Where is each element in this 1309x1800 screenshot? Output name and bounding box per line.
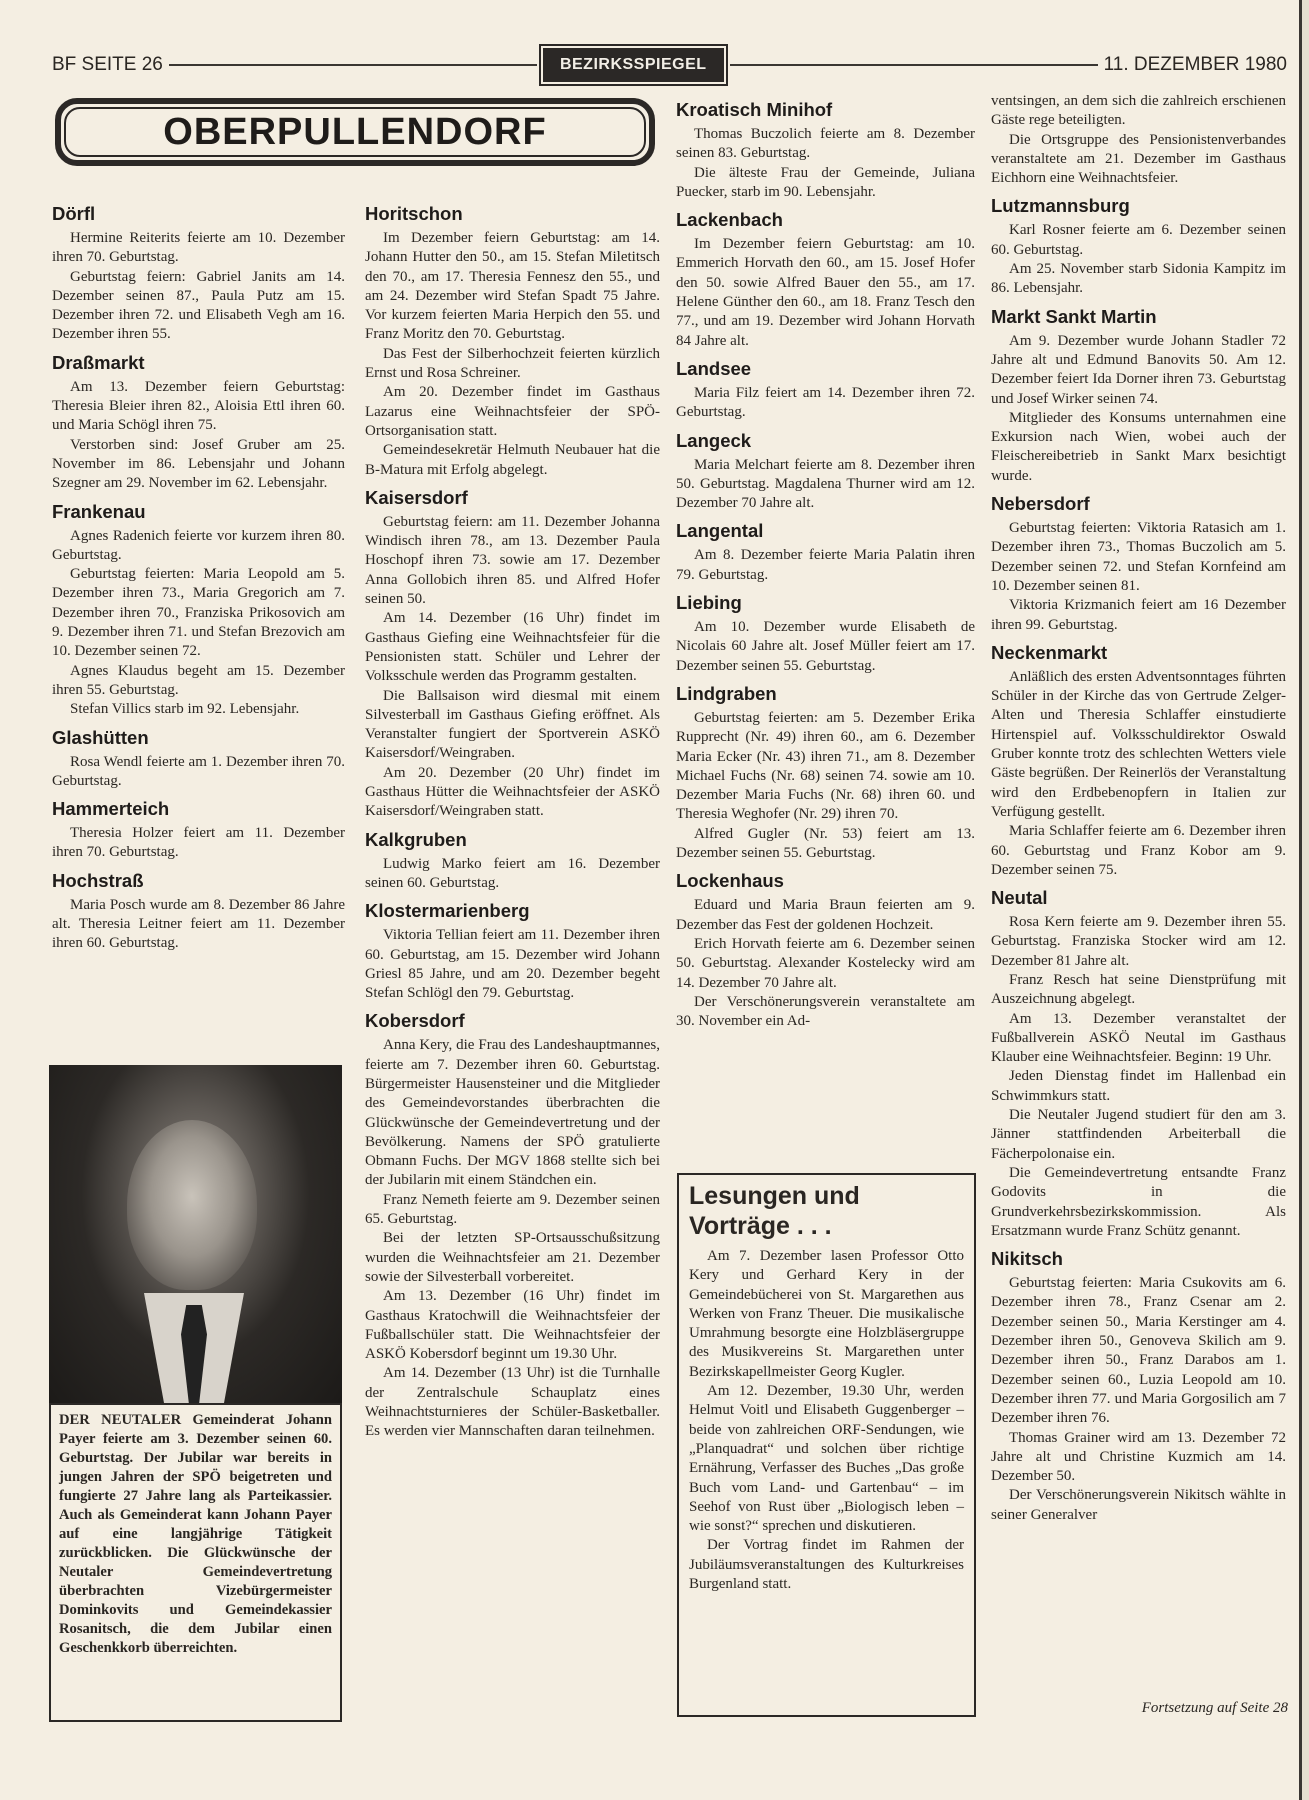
paragraph: Agnes Radenich feierte vor kurzem ihren 80. Geburtstag. [52, 527, 345, 563]
article-section [676, 430, 975, 514]
paragraph: Geburtstag feiern: Gabriel Janits am 14. Dezember seinen 87., Paula Putz am 15. Dezember ihren 72. und Elisabeth Vegh am 16. Dezember ihren 55. [52, 268, 345, 343]
photo-face [127, 1120, 257, 1290]
paragraph: Am 13. Dezember (16 Uhr) findet im Gasthaus Kratochwill die Weihnachtsfeier der Fußballschüler statt. Die Weihnachtsfeier der ASKÖ Kobersdorf beginnt um 19.30 Uhr. [365, 1288, 660, 1363]
paragraph: Die Gemeindevertretung entsandte Franz Godovits in die Grundverkehrsbezirkskommission. Als Ersatzmann wurde Franz Schütz genannt. [991, 1164, 1286, 1239]
paragraph: Maria Melchart feierte am 8. Dezember ihren 50. Geburtstag. Magdalena Thurner wird am 12. Dezember 70 Jahre alt. [676, 456, 975, 512]
paragraph: Am 14. Dezember (16 Uhr) findet im Gasthaus Giefing eine Weihnachtsfeier für die Pensionisten statt. Schüler und Lehrer der Volksschule werden das Programm gestalten. [365, 610, 660, 685]
paragraph: Am 8. Dezember feierte Maria Palatin ihren 79. Geburtstag. [676, 547, 975, 583]
article-section [991, 1248, 1286, 1525]
article-section [365, 203, 660, 480]
article-section [365, 487, 660, 822]
paragraph: Am 13. Dezember veranstaltet der Fußballverein ASKÖ Neutal im Gasthaus Klauber eine Weihnachtsfeier. Beginn: 19 Uhr. [991, 1010, 1286, 1066]
section-heading: Neutal [991, 887, 1048, 909]
paragraph: Erich Horvath feierte am 6. Dezember seinen 50. Geburtstag. Alexander Kostelecky wird am 14. Dezember 70 Jahre alt. [676, 935, 975, 991]
section-heading: Klostermarienberg [365, 900, 530, 922]
paragraph: Agnes Klaudus begeht am 15. Dezember ihren 55. Geburtstag. [52, 662, 345, 698]
paragraph: Hermine Reiterits feierte am 10. Dezember ihren 70. Geburtstag. [52, 230, 345, 266]
article-section [365, 829, 660, 894]
column-2 [365, 196, 660, 1442]
portrait-photo [49, 1065, 342, 1403]
section-heading: Horitschon [365, 203, 463, 224]
article-section [676, 209, 975, 351]
paragraph: Am 10. Dezember wurde Elisabeth de Nicolais 60 Jahre alt. Josef Müller feiert am 17. Dezember seinen 55. Geburtstag. [676, 619, 975, 674]
section-heading: Kroatisch Minihof [676, 99, 833, 120]
section-heading: Lindgraben [676, 682, 777, 704]
paragraph: Thomas Buczolich feierte am 8. Dezember seinen 83. Geburtstag. [676, 126, 975, 162]
header-rule [169, 64, 537, 66]
paragraph: Karl Rosner feierte am 6. Dezember seinen 60. Geburtstag. [991, 222, 1286, 258]
lectures-box-title: Lesungen und Vorträge . . . [689, 1182, 860, 1240]
continuation-note: Fortsetzung auf Seite 28 [1141, 1700, 1288, 1716]
paragraph: Franz Resch hat seine Dienstprüfung mit Auszeichnung abgelegt. [991, 971, 1286, 1008]
column-4 [991, 92, 1286, 1525]
article-section [991, 642, 1286, 880]
article-section [52, 798, 345, 863]
section-heading: Hammerteich [52, 798, 170, 820]
paragraph: Geburtstag feiern: am 11. Dezember Johanna Windisch ihren 78., am 13. Dezember Paula Hoschopf ihren 73. sowie am 17. Dezember Anna Gollobich ihren 85. und Alfred Hofer seinen 50. [365, 513, 660, 608]
paragraph: Die Ballsaison wird diesmal mit einem Silvesterball im Gasthaus Giefing eröffnet. Als Veranstalter fungiert der Sportverein ASKÖ Kaisersdorf/Weingraben. [365, 687, 660, 762]
section-heading: Lackenbach [676, 209, 783, 231]
article-section [676, 99, 975, 202]
section-heading: Frankenau [52, 500, 146, 522]
section-heading: Nikitsch [991, 1248, 1063, 1270]
paragraph: Am 9. Dezember wurde Johann Stadler 72 Jahre alt und Edmund Banovits 50. Am 12. Dezember feiert Ida Dorner ihren 73. Geburtstag und Josef Wirker seinen 74. [991, 332, 1286, 407]
page-edge [1293, 0, 1309, 1800]
section-heading: Draßmarkt [52, 351, 145, 373]
section-heading: Neckenmarkt [991, 641, 1108, 663]
paragraph: Im Dezember feiern Geburtstag: am 14. Johann Hutter den 50., am 15. Stefan Miletitsch den 70., am 17. Theresia Fennesz den 55., und am 24. Dezember wird Stefan Spadt 75 Jahre. Vor kurzem feierten Maria Herpich den 55. und Franz Moritz den 70. Geburtstag. [365, 230, 660, 343]
paragraph: Mitglieder des Konsums unternahmen eine Exkursion nach Wien, wobei auch der Fleischereibetrieb in Sankt Marx besichtigt wurde. [991, 409, 1286, 484]
paragraph: Bei der letzten SP-Ortsausschußsitzung wurden die Weihnachtsfeier am 21. Dezember sowie der Silvesterball vorbereitet. [365, 1230, 660, 1285]
paragraph: Geburtstag feierten: Maria Csukovits am 6. Dezember ihren 78., Franz Csenar am 2. Dezember seinen 50., Maria Kerstinger am 4. Dezember ihren 50., Genoveva Skilich am 9. Dezember ihren 50., Franz Darabos am 1. Dezember seinen 60., Luzia Leopold am 10. Dezember ihren 77. und Maria Gorgosilich am 7 Dezember ihren 76. [991, 1275, 1286, 1427]
article-section [365, 1010, 660, 1441]
article-section [365, 900, 660, 1003]
section-heading: Kobersdorf [365, 1010, 465, 1032]
section-heading: Markt Sankt Martin [991, 305, 1157, 327]
column-3 [676, 92, 975, 1031]
paragraph: Franz Nemeth feierte am 9. Dezember seinen 65. Geburtstag. [365, 1191, 660, 1228]
section-heading: Nebersdorf [991, 493, 1090, 515]
section-heading: Glashütten [52, 726, 149, 748]
district-title: OBERPULLENDORF [163, 110, 547, 153]
section-heading: Langeck [676, 429, 752, 451]
article-section [991, 306, 1286, 486]
header-rule [730, 64, 1098, 66]
paragraph: Am 25. November starb Sidonia Kampitz im 86. Lebensjahr. [991, 261, 1286, 297]
section-heading: Kaisersdorf [365, 486, 468, 508]
paragraph: Die Neutaler Jugend studiert für den am 3. Jänner stattfindenden Arbeiterball die Fächerpolonaise ein. [991, 1107, 1286, 1162]
page-number: BF SEITE 26 [52, 54, 163, 75]
section-heading: Liebing [676, 592, 742, 614]
paragraph: Verstorben sind: Josef Gruber am 25. November im 86. Lebensjahr und Johann Szegner am 29. November im 62. Lebensjahr. [52, 436, 345, 492]
section-heading: Landsee [676, 357, 752, 379]
page-header [52, 50, 1287, 80]
article-section [991, 92, 1286, 188]
article-section [52, 203, 345, 345]
article-section [676, 358, 975, 423]
paragraph: Alfred Gugler (Nr. 53) feiert am 13. Dezember seinen 55. Geburtstag. [676, 825, 975, 862]
paragraph: Am 13. Dezember feiern Geburtstag: Theresia Bleier ihren 82., Aloisia Ettl ihren 60. und Maria Schögl ihren 75. [52, 378, 345, 434]
paragraph: Maria Posch wurde am 8. Dezember 86 Jahre alt. Theresia Leitner feiert am 11. Dezember ihren 60. Geburtstag. [52, 896, 345, 952]
district-title-box [55, 98, 655, 166]
paragraph: Im Dezember feiern Geburtstag: am 10. Emmerich Horvath den 60., am 15. Josef Hofer den 50. sowie Alfred Bauer den 55., am 17. Helene Günther den 60., am 18. Franz Tesch den 77., und am 19. Dezember wird Johann Horvath 84 Jahre alt. [676, 236, 975, 349]
paragraph: Ludwig Marko feiert am 16. Dezember seinen 60. Geburtstag. [365, 855, 660, 891]
paragraph: Jeden Dienstag findet im Hallenbad ein Schwimmkurs statt. [991, 1068, 1286, 1104]
paragraph: Am 20. Dezember (20 Uhr) findet im Gasthaus Hütter die Weihnachtsfeier der ASKÖ Kaisersdorf/Weingraben statt. [365, 764, 660, 820]
paragraph: Maria Filz feiert am 14. Dezember ihren 72. Geburtstag. [676, 384, 975, 421]
paragraph: Die Ortsgruppe des Pensionistenverbandes veranstaltete am 21. Dezember im Gasthaus Eichhorn eine Weihnachtsfeier. [991, 131, 1286, 187]
article-section [991, 195, 1286, 298]
paragraph: Der Verschönerungsverein Nikitsch wählte in seiner Generalver [991, 1487, 1286, 1523]
section-heading: Dörfl [52, 203, 96, 224]
paragraph: Anläßlich des ersten Adventsonntages führten Schüler in der Kirche das von Gertrude Zelger-Alten und Theresia Schlaffer einstudierte Hirtenspiel auf. Volksschuldirektor Oswald Gruber konnte trotz des schlechten Wetters viele Gäste begrüßen. Der Reinerlös der Veranstaltung wird den Erdbebenopfern in Italien zur Verfügung gestellt. [991, 668, 1286, 820]
section-heading: Langental [676, 520, 764, 542]
section-heading: Kalkgruben [365, 828, 467, 850]
paragraph: Stefan Villics starb im 92. Lebensjahr. [70, 701, 300, 718]
section-heading: Lockenhaus [676, 870, 784, 892]
paragraph: Der Verschönerungsverein veranstaltete am 30. November ein Ad- [676, 993, 975, 1030]
paragraph: Die älteste Frau der Gemeinde, Juliana Puecker, starb im 90. Lebensjahr. [676, 164, 975, 200]
column-1 [52, 196, 345, 954]
article-section [676, 520, 975, 585]
paragraph: Geburtstag feierten: am 5. Dezember Erika Rupprecht (Nr. 49) ihren 60., am 6. Dezember Maria Ecker (Nr. 43) ihren 71., am 8. Dezember Michael Fuchs (Nr. 68) seinen 74. sowie am 10. Dezember Maria Fuchs (Nr. 68) ihren 60. und Theresia Weghofer (Nr. 29) ihren 70. [676, 709, 975, 823]
paragraph: Der Vortrag findet im Rahmen der Jubiläumsveranstaltungen des Kulturkreises Burgenland statt. [689, 1537, 964, 1593]
paragraph: Am 7. Dezember lasen Professor Otto Kery und Gerhard Kery in der Gemeindebücherei von St. Margarethen aus Werken von Franz Theuer. Die musikalische Umrahmung besorgte eine Holzbläsergruppe des Musikvereins St. Margarethen unter Bezirkskapellmeister Georg Kugler. [689, 1248, 964, 1380]
section-heading: Hochstraß [52, 869, 144, 891]
article-section [991, 493, 1286, 635]
paragraph: Am 20. Dezember findet im Gasthaus Lazarus eine Weihnachtsfeier der SPÖ-Ortsorganisation statt. [365, 384, 660, 439]
paragraph: Viktoria Krizmanich feiert am 16 Dezember ihren 99. Geburtstag. [991, 597, 1286, 633]
paragraph: Maria Schlaffer feierte am 6. Dezember ihren 60. Geburtstag und Franz Kobor am 9. Dezember seinen 75. [991, 823, 1286, 878]
paragraph: Geburtstag feierten: Viktoria Ratasich am 1. Dezember ihren 73., Thomas Buczolich am 5. Dezember seinen 72. und Stefan Kornfeind am 10. Dezember seinen 81. [991, 520, 1286, 594]
article-section [676, 683, 975, 863]
paragraph: Viktoria Tellian feiert am 11. Dezember ihren 60. Geburtstag, am 15. Dezember wird Johann Griesl 85 Jahre, und am 20. Dezember begeht Stefan Schlögl den 79. Geburtstag. [365, 927, 660, 1002]
paragraph: Rosa Kern feierte am 9. Dezember ihren 55. Geburtstag. Franziska Stocker wird am 12. Dezember 81 Jahre alt. [991, 914, 1286, 969]
article-section [991, 887, 1286, 1241]
section-heading: Lutzmannsburg [991, 195, 1130, 217]
issue-date: 11. DEZEMBER 1980 [1103, 54, 1288, 75]
photo-caption: DER NEUTALER Gemeinderat Johann Payer feierte am 3. Dezember seinen 60. Geburtstag. Der Jubilar war bereits in jungen Jahren der SPÖ beigetreten und fungierte 27 Jahre lang als Parteikassier. Auch als Gemeinderat kann Johann Payer auf eine langjährige Tätigkeit zurückblicken. Die Glückwünsche der Neutaler Gemeindevertretung überbrachten Vizebürgermeister Dominkovits und Gemeindekassier Rosanitsch, die dem Jubilar einen Geschenkkorb überreichten. [49, 1403, 342, 1722]
article-section [676, 870, 975, 1031]
paragraph: Eduard und Maria Braun feierten am 9. Dezember das Fest der goldenen Hochzeit. [676, 897, 975, 933]
paragraph: Am 14. Dezember (13 Uhr) ist die Turnhalle der Zentralschule Schauplatz eines Weihnachtsturnieres der Schüler-Basketballer. Es werden vier Mannschaften daran teilnehmen. [365, 1365, 660, 1440]
title-box-inner-border [64, 107, 646, 157]
paragraph: Geburtstag feierten: Maria Leopold am 5. Dezember ihren 73., Maria Gregorich am 7. Dezember ihren 70., Franziska Prikosovich am 9. Dezember ihren 71. und Stefan Brezovich am 10. Dezember seinen 72. [52, 566, 345, 660]
paragraph: Thomas Grainer wird am 13. Dezember 72 Jahre alt und Christine Kuzmich am 14. Dezember 50. [991, 1429, 1286, 1485]
article-section [52, 501, 345, 720]
article-section [52, 727, 345, 792]
paragraph: Rosa Wendl feierte am 1. Dezember ihren 70. Geburtstag. [52, 753, 345, 789]
lectures-box [677, 1173, 976, 1717]
article-section [676, 592, 975, 676]
paragraph: Gemeindesekretär Helmuth Neubauer hat die B-Matura mit Erfolg abgelegt. [365, 442, 660, 478]
paragraph: Theresia Holzer feiert am 11. Dezember ihren 70. Geburtstag. [52, 825, 345, 861]
paragraph: Anna Kery, die Frau des Landeshauptmannes, feierte am 7. Dezember ihren 60. Geburtstag. Bürgermeister Hausensteiner und die Mitglieder des Gemeindevorstandes überbrachten die Glückwünsche der Gemeindevertretung und der Bevölkerung. Namens der SPÖ gratulierte Obmann Fuchs. Der MGV 1868 stellte sich bei der Jubilarin mit einem Ständchen ein. [365, 1037, 660, 1189]
paragraph: Das Fest der Silberhochzeit feierten kürzlich Ernst und Rosa Schreiner. [365, 345, 660, 382]
masthead: BEZIRKSSPIEGEL [543, 48, 724, 82]
article-section [52, 870, 345, 954]
article-section [52, 352, 345, 494]
paragraph: Am 12. Dezember, 19.30 Uhr, werden Helmut Voitl und Elisabeth Guggenberger – beide von zahlreichen ORF-Sendungen, wie „Planquadrat“ und solchen über richtige Ernährung, Verfasser des Buches „Das große Buch vom Land- und Gartenbau“ – im Seehof von Rust über „Biologisch leben – wie sonst?“ sprechen und diskutieren. [689, 1383, 964, 1535]
paragraph: ventsingen, an dem sich die zahlreich erschienen Gäste rege beteiligten. [991, 93, 1286, 129]
